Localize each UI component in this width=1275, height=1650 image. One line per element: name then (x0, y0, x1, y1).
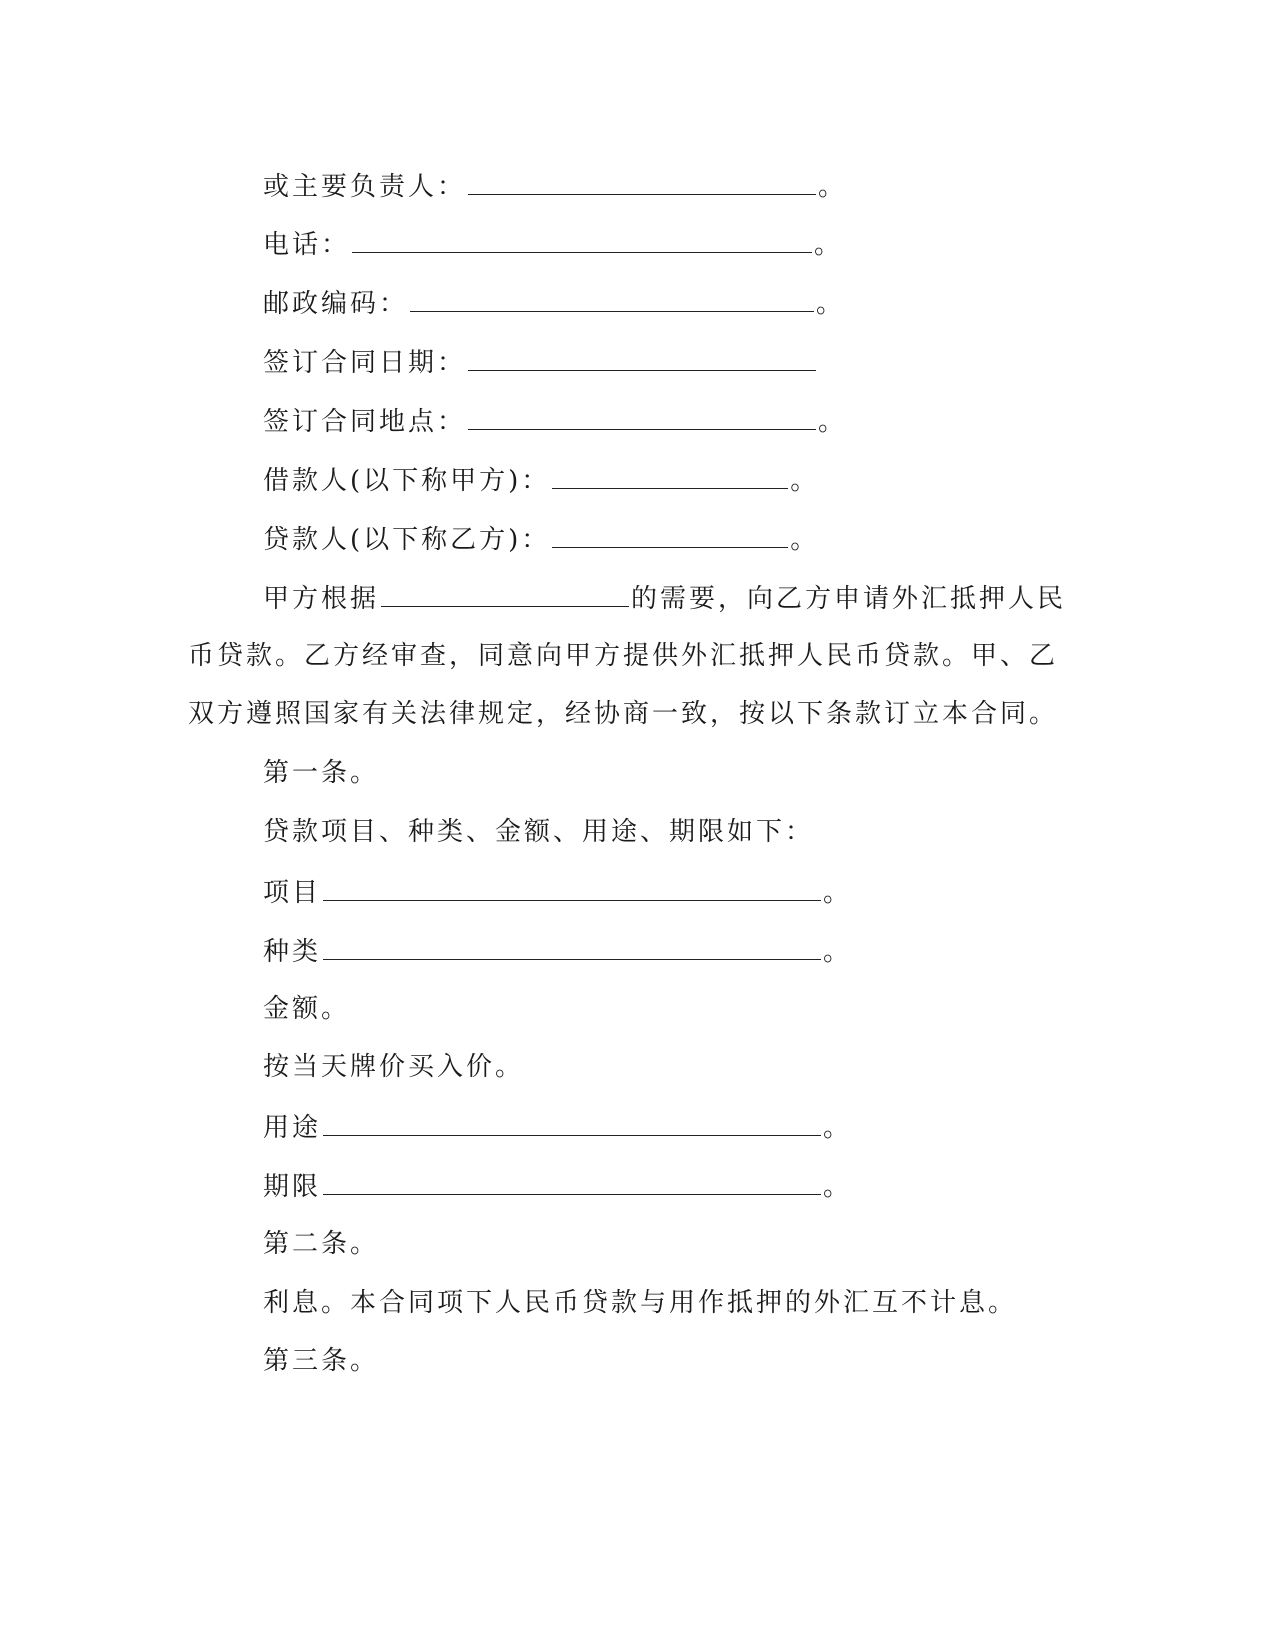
sign-place-label: 签订合同地点： (263, 407, 467, 437)
phone-end: 。 (814, 230, 841, 260)
postcode-blank[interactable] (410, 285, 814, 312)
borrower-label: 借款人(以下称甲方)： (263, 466, 551, 496)
purpose-line (263, 1109, 849, 1143)
article-1-heading (263, 756, 379, 790)
type-label: 种类 (263, 937, 322, 967)
article-2-heading (263, 1227, 379, 1261)
term-blank[interactable] (323, 1168, 821, 1195)
phone-label: 电话： (263, 230, 351, 260)
paragraph-line-2 (188, 639, 1058, 673)
lender-line (263, 521, 816, 555)
application-after: 的需要，向乙方申请外汇抵押人民 (631, 584, 1067, 614)
sign-place-blank[interactable] (468, 403, 816, 430)
principal-label: 或主要负责人： (263, 172, 467, 202)
sign-place-end: 。 (818, 407, 845, 437)
principal-line (263, 168, 844, 202)
application-line (263, 580, 1066, 614)
loan-details-intro (263, 815, 814, 849)
article-3-heading (263, 1344, 379, 1378)
purpose-blank[interactable] (323, 1109, 821, 1136)
exchange-rate-line (263, 1050, 524, 1084)
paragraph-line-3 (188, 697, 1058, 731)
lender-label: 贷款人(以下称乙方)： (263, 525, 551, 555)
sign-place-line (263, 403, 844, 437)
type-line (263, 933, 849, 967)
interest-text: 利息。本合同项下人民币贷款与用作抵押的外汇互不计息。 (263, 1288, 1018, 1318)
paragraph-text-2: 币贷款。乙方经审查，同意向甲方提供外汇抵押人民币贷款。甲、乙 (188, 641, 1059, 671)
amount-text: 金额。 (263, 994, 351, 1024)
lender-end: 。 (790, 525, 817, 555)
project-label: 项目 (263, 878, 322, 908)
sign-date-blank[interactable] (468, 344, 816, 371)
sign-date-label: 签订合同日期： (263, 348, 467, 378)
article-2-text: 第二条。 (263, 1229, 380, 1259)
exchange-rate-text: 按当天牌价买入价。 (263, 1052, 525, 1082)
purpose-label: 用途 (263, 1113, 322, 1143)
postcode-end: 。 (816, 289, 843, 319)
paragraph-text-3: 双方遵照国家有关法律规定，经协商一致，按以下条款订立本合同。 (188, 699, 1059, 729)
sign-date-line (263, 344, 818, 378)
article-1-text: 第一条。 (263, 758, 380, 788)
borrower-end: 。 (790, 466, 817, 496)
phone-line (263, 226, 840, 260)
amount-line (263, 992, 350, 1026)
borrower-blank[interactable] (552, 462, 788, 489)
principal-end: 。 (818, 172, 845, 202)
postcode-label: 邮政编码： (263, 289, 409, 319)
borrower-line (263, 462, 816, 496)
project-line (263, 874, 849, 908)
term-label: 期限 (263, 1172, 322, 1202)
principal-blank[interactable] (468, 168, 816, 195)
need-blank[interactable] (381, 580, 629, 607)
purpose-end: 。 (823, 1113, 850, 1143)
interest-line (263, 1286, 1017, 1320)
application-before: 甲方根据 (263, 584, 380, 614)
term-end: 。 (823, 1172, 850, 1202)
phone-blank[interactable] (352, 226, 812, 253)
term-line (263, 1168, 849, 1202)
article-3-text: 第三条。 (263, 1346, 380, 1376)
project-blank[interactable] (323, 874, 821, 901)
type-blank[interactable] (323, 933, 821, 960)
loan-details-text: 贷款项目、种类、金额、用途、期限如下： (263, 817, 815, 847)
type-end: 。 (823, 937, 850, 967)
lender-blank[interactable] (552, 521, 788, 548)
postcode-line (263, 285, 842, 319)
project-end: 。 (823, 878, 850, 908)
